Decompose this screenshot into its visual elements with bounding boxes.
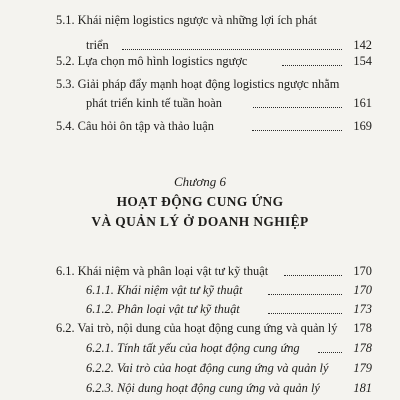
dot-leader [122,49,342,50]
toc-page-number: 169 [353,119,372,133]
toc-entry-text: 5.1. Khái niệm logistics ngược và những lợi ích phát [56,13,317,27]
toc-page-number: 170 [353,283,372,297]
chapter-title-line-2: VÀ QUẢN LÝ Ở DOANH NGHIỆP [91,214,309,229]
toc-page-number: 142 [353,38,372,52]
toc-page-number: 173 [353,302,372,316]
toc-entry-text: phát triển kinh tế tuần hoàn [86,96,222,110]
dot-leader [284,275,342,276]
toc-page-number: 161 [353,96,372,110]
toc-entry-text: 5.4. Câu hỏi ôn tập và thảo luận [56,119,214,133]
toc-entry-text: 6.2.3. Nội dung hoạt động cung ứng và quản lý [86,381,320,395]
toc-page-number: 154 [353,54,372,68]
toc-entry-text: triển [86,38,109,52]
dot-leader [282,65,342,66]
toc-entry-text: 6.2.2. Vai trò của hoạt động cung ứng và quản lý [86,361,329,375]
toc-page-number: 178 [353,341,372,355]
toc-page-number: 181 [353,381,372,395]
toc-entry-text: 5.2. Lựa chọn mô hình logistics ngược [56,54,248,68]
toc-page-number: 179 [353,361,372,375]
toc-entry-text: 6.2.1. Tính tất yếu của hoạt động cung ứng [86,341,300,355]
chapter-title-line-1: HOẠT ĐỘNG CUNG ỨNG [116,194,284,209]
toc-page-number: 178 [353,321,372,335]
dot-leader [268,313,342,314]
toc-entry-text: 6.2. Vai trò, nội dung của hoạt động cung ứng và quản lý [56,321,338,335]
dot-leader [268,294,342,295]
toc-entry-text: 6.1.2. Phân loại vật tư kỹ thuật [86,302,240,316]
toc-page-number: 170 [353,264,372,278]
toc-entry-text: 5.3. Giải pháp đẩy mạnh hoạt động logistics ngược nhằm [56,77,340,91]
dot-leader [318,352,342,353]
toc-entry-text: 6.1.1. Khái niệm vật tư kỹ thuật [86,283,243,297]
toc-entry-text: 6.1. Khái niệm và phân loại vật tư kỹ thuật [56,264,269,278]
chapter-label: Chương 6 [174,174,226,189]
dot-leader [252,130,342,131]
dot-leader [253,107,342,108]
